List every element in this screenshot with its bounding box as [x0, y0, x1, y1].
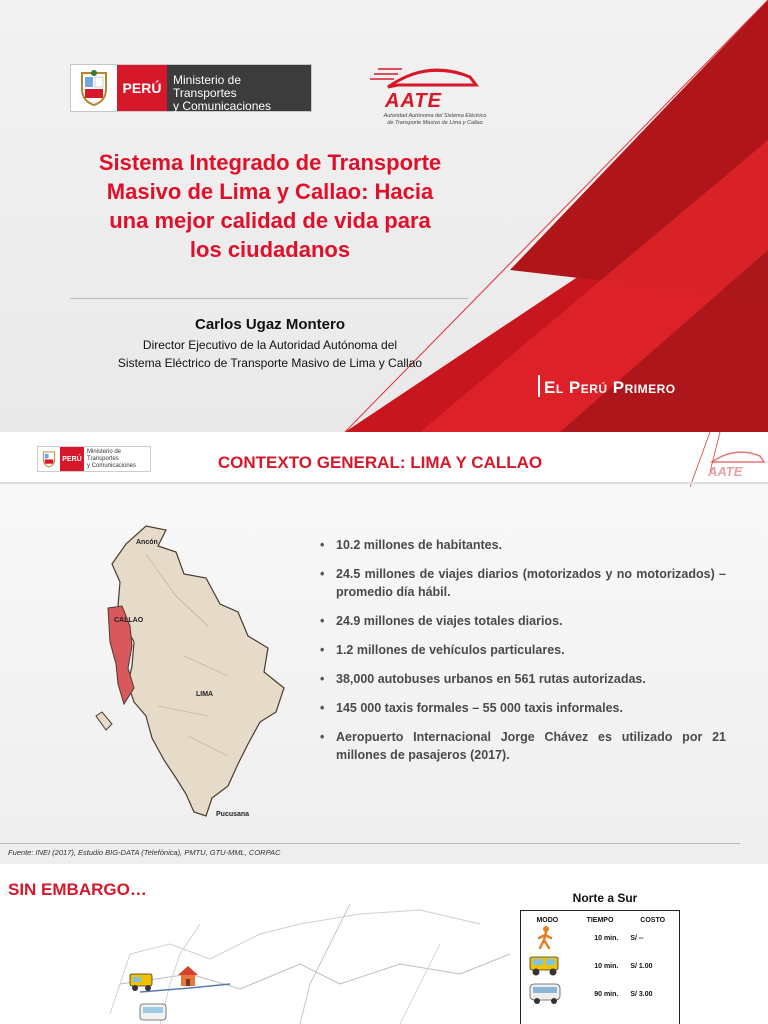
- slide-however: [0, 864, 768, 1024]
- peru-coat-of-arms-icon: [38, 447, 60, 471]
- ministry-name: Ministerio de Transportes y Comunicaciones: [167, 65, 311, 111]
- list-item: • 24.5 millones de viajes diarios (motorizados y no motorizados) – promedio día hábil.: [318, 565, 726, 601]
- table-header: MODO TIEMPO COSTO: [536, 917, 666, 924]
- mtc-logo-small: [37, 446, 151, 472]
- list-item: • 10.2 millones de habitantes.: [318, 536, 726, 554]
- list-item: • 1.2 millones de vehículos particulares.: [318, 641, 726, 659]
- table-row: 10 min. S/ 1.00: [521, 952, 679, 980]
- travel-mode-table: [520, 910, 680, 1024]
- source-note: Fuente: INEI (2017), Estudio BIG-DATA (Telefónica), PMTU, GTU-MML, CORPAC: [8, 848, 281, 857]
- peru-coat-of-arms-icon: [71, 65, 117, 111]
- statistics-list: [318, 536, 726, 775]
- map-label-ancon: Ancón: [136, 539, 158, 546]
- aate-logo-text: AATE: [385, 90, 442, 112]
- ministry-name: Ministerio de Transportes y Comunicaciones: [87, 448, 137, 469]
- route-direction-title: Norte a Sur: [572, 891, 638, 905]
- peru-label: PERÚ: [117, 65, 167, 111]
- map-label-callao: CALLAO: [114, 617, 144, 624]
- peru-label: PERÚ: [60, 447, 84, 471]
- table-row: 10 min. S/ --: [521, 924, 679, 952]
- mtc-logo: [70, 64, 312, 112]
- list-item: • Aeropuerto Internacional Jorge Chávez es utilizado por 21 millones de pasajeros (2017).: [318, 728, 726, 764]
- slide-title: [0, 0, 768, 432]
- map-label-lima: LIMA: [196, 691, 214, 698]
- slide-title: SIN EMBARGO…: [8, 880, 147, 899]
- slogan: El Perú Primero: [538, 375, 676, 398]
- minibus-icon: [521, 982, 570, 1006]
- table-row: 90 min. S/ 3.00: [521, 980, 679, 1008]
- source-divider: [0, 843, 740, 844]
- slide-header: [0, 432, 768, 482]
- author-name: Carlos Ugaz Montero: [194, 316, 345, 333]
- slide-title: CONTEXTO GENERAL: LIMA Y CALLAO: [217, 453, 543, 472]
- aate-subtitle: Autoridad Autónoma del Sistema Eléctrico de Transporte Masivo de Lima y Callao: [383, 113, 487, 126]
- title-divider: [70, 298, 468, 299]
- mototaxi-icon: [521, 955, 570, 977]
- mototaxi-icon: [130, 974, 152, 991]
- list-item: • 145 000 taxis formales – 55 000 taxis informales.: [318, 699, 726, 717]
- author-role: Director Ejecutivo de la Autoridad Autónoma del Sistema Eléctrico de Transporte Masivo de Lima y Callao: [117, 338, 423, 370]
- list-item: • 24.9 millones de viajes totales diarios.: [318, 612, 726, 630]
- route-map: [100, 904, 520, 1024]
- presentation-title: Sistema Integrado de Transporte Masivo de Lima y Callao: Hacia una mejor calidad de vida para los ciudadanos: [98, 150, 442, 262]
- home-icon: [178, 966, 198, 986]
- svg-text:AATE: AATE: [708, 464, 743, 479]
- header-divider: [0, 482, 768, 484]
- walking-person-icon: [521, 926, 570, 950]
- list-item: • 38,000 autobuses urbanos en 561 rutas autorizadas.: [318, 670, 726, 688]
- bus-icon: [140, 1004, 166, 1020]
- slogan-bar: [538, 375, 540, 397]
- slide-context: [0, 432, 768, 864]
- map-label-pucusana: Pucusana: [216, 811, 250, 818]
- lima-callao-map: [88, 516, 300, 831]
